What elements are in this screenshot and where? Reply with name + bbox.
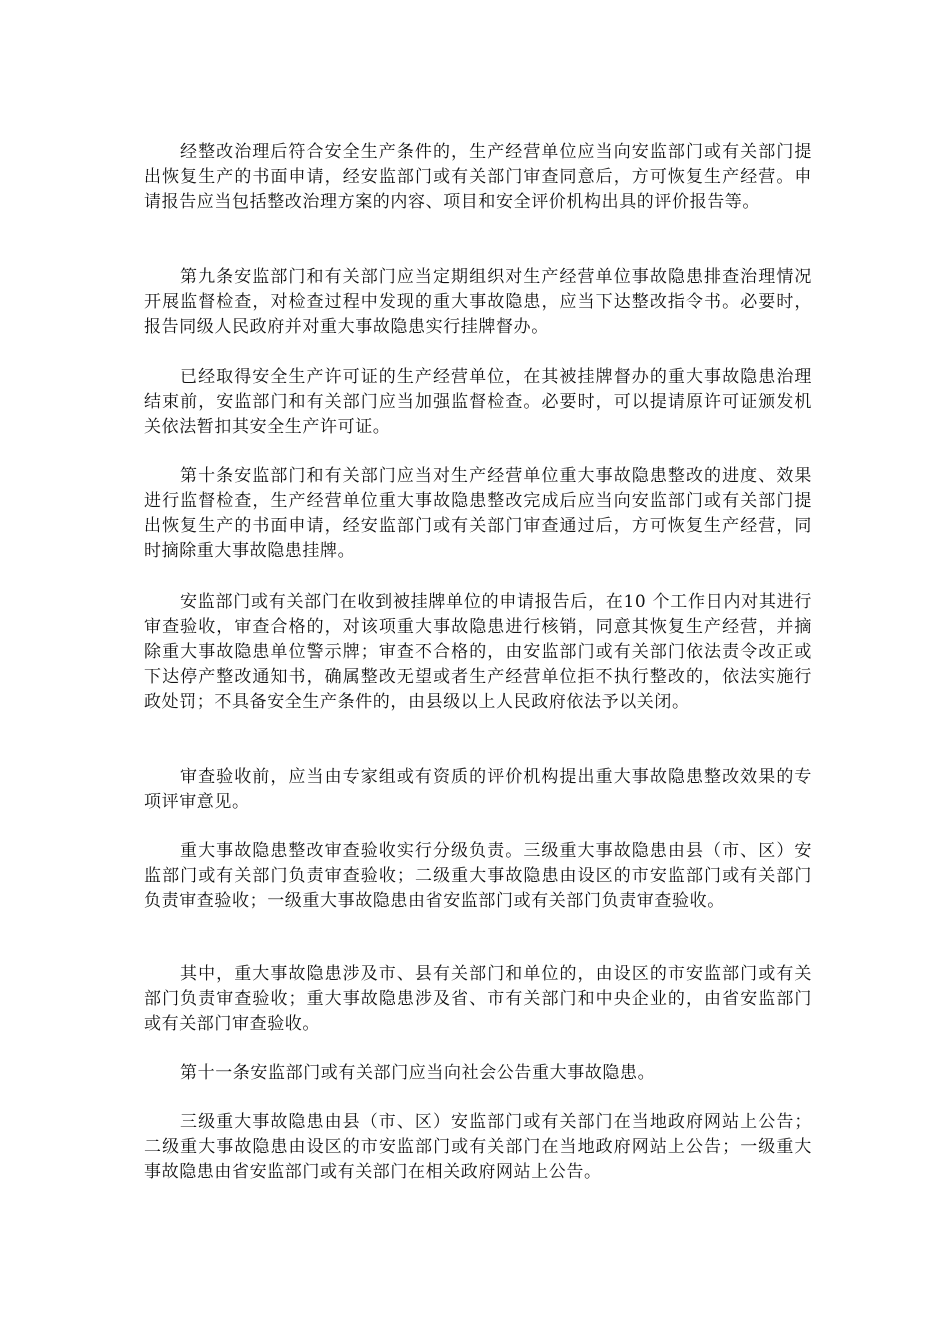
paragraph-acceptance-review: 安监部门或有关部门在收到被挂牌单位的申请报告后，在10 个工作日内对其进行审查验收，审查合格的，对该项重大事故隐患进行核销，同意其恢复生产经营，并摘除重大事故隐患单位警示牌；审查不合格的，由安监部门或有关部门依法责令改正或下达停产整改通知书，确属整改无望或者生产经营单位拒不执行整改的，依法实施行政处罚；不具备安全生产条件的，由县级以上人民政府依法予以关闭。 [144,592,812,712]
paragraph-article-11: 第十一条安监部门或有关部门应当向社会公告重大事故隐患。 [180,1063,656,1083]
paragraph-jurisdiction: 其中，重大事故隐患涉及市、县有关部门和单位的，由设区的市安监部门或有关部门负责审查验收；重大事故隐患涉及省、市有关部门和中央企业的，由省安监部门或有关部门审查验收。 [144,964,812,1034]
paragraph-article-9: 第九条安监部门和有关部门应当定期组织对生产经营单位事故隐患排查治理情况开展监督检查，对检查过程中发现的重大事故隐患，应当下达整改指令书。必要时，报告同级人民政府并对重大事故隐患实行挂牌督办。 [144,267,812,337]
paragraph-license-supervision: 已经取得安全生产许可证的生产经营单位，在其被挂牌督办的重大事故隐患治理结束前，安监部门和有关部门应当加强监督检查。必要时，可以提请原许可证颁发机关依法暂扣其安全生产许可证。 [144,367,812,437]
paragraph-graded-responsibility: 重大事故隐患整改审查验收实行分级负责。三级重大事故隐患由县（市、区）安监部门或有关部门负责审查验收；二级重大事故隐患由设区的市安监部门或有关部门负责审查验收；一级重大事故隐患由省安监部门或有关部门负责审查验收。 [144,841,812,911]
paragraph-public-announcement: 三级重大事故隐患由县（市、区）安监部门或有关部门在当地政府网站上公告；二级重大事故隐患由设区的市安监部门或有关部门在当地政府网站上公告；一级重大事故隐患由省安监部门或有关部门在相关政府网站上公告。 [144,1112,812,1182]
paragraph-article-10: 第十条安监部门和有关部门应当对生产经营单位重大事故隐患整改的进度、效果进行监督检查，生产经营单位重大事故隐患整改完成后应当向安监部门或有关部门提出恢复生产的书面申请，经安监部门或有关部门审查通过后，方可恢复生产经营，同时摘除重大事故隐患挂牌。 [144,466,812,561]
paragraph-expert-review: 审查验收前，应当由专家组或有资质的评价机构提出重大事故隐患整改效果的专项评审意见。 [144,767,812,812]
paragraph-rectification-resume-application: 经整改治理后符合安全生产条件的，生产经营单位应当向安监部门或有关部门提出恢复生产的书面申请，经安监部门或有关部门审查同意后，方可恢复生产经营。申请报告应当包括整改治理方案的内容、项目和安全评价机构出具的评价报告等。 [144,142,812,212]
